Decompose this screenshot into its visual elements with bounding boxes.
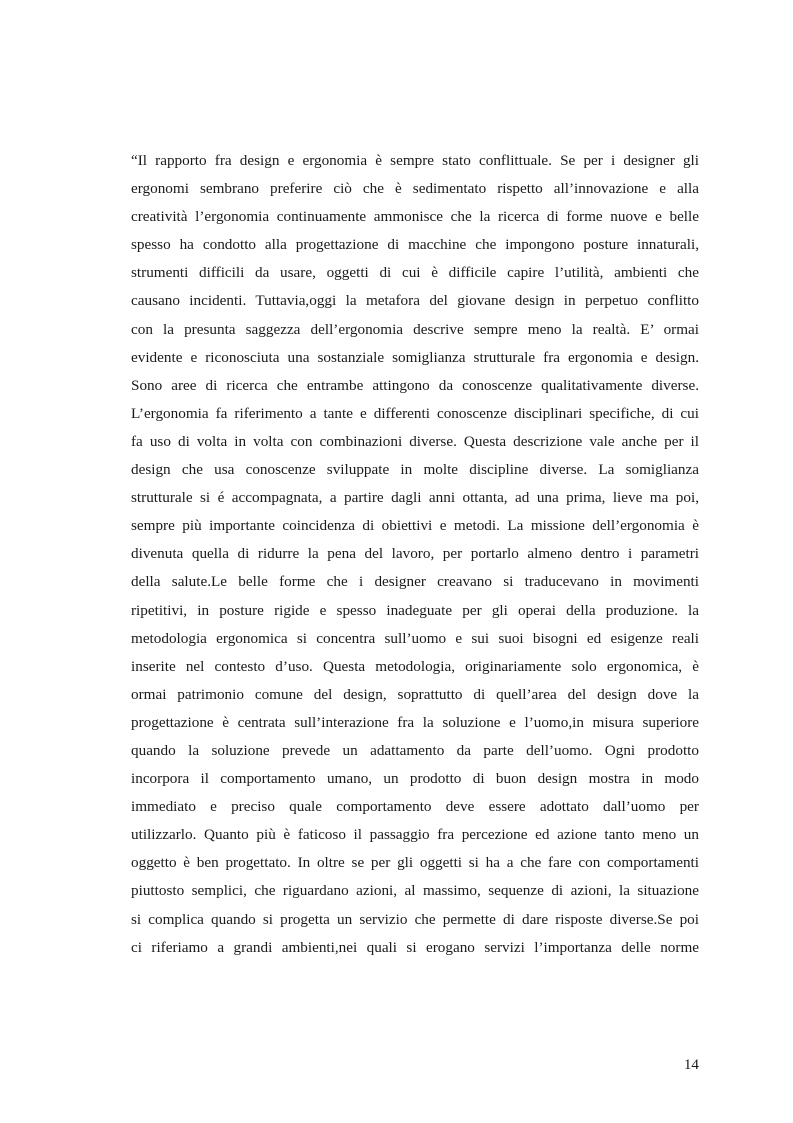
text-line: ci riferiamo a grandi ambienti,nei quali si erogano servizi l’importanza delle norme [131, 938, 699, 956]
text-line: evidente e riconosciuta una sostanziale somiglianza strutturale fra ergonomia e design. [131, 348, 699, 366]
text-line: ripetitivi, in posture rigide e spesso inadeguate per gli operai della produzione. la [131, 601, 699, 619]
text-line: “Il rapporto fra design e ergonomia è sempre stato conflittuale. Se per i designer gli [131, 152, 699, 169]
text-line: oggetto è ben progettato. In oltre se per gli oggetti si ha a che fare con comportamenti [131, 854, 699, 872]
text-line: spesso ha condotto alla progettazione di macchine che impongono posture innaturali, [131, 236, 699, 254]
text-line: utilizzarlo. Quanto più è faticoso il passaggio fra percezione ed azione tanto meno un [131, 826, 699, 844]
text-line: piuttosto semplici, che riguardano azioni, al massimo, sequenze di azioni, la situazione [131, 882, 699, 900]
text-line: L’ergonomia fa riferimento a tante e differenti conoscenze disciplinari specifiche, di cui [131, 404, 699, 422]
text-line: incorpora il comportamento umano, un prodotto di buon design mostra in modo [131, 770, 699, 788]
text-line: della salute.Le belle forme che i designer creavano si traducevano in movimenti [131, 573, 699, 591]
text-line: fa uso di volta in volta con combinazioni diverse. Questa descrizione vale anche per il [131, 432, 699, 450]
text-line: strumenti difficili da usare, oggetti di cui è difficile capire l’utilità, ambienti che [131, 264, 699, 282]
text-line: ormai patrimonio comune del design, soprattutto di quell’area del design dove la [131, 685, 699, 703]
text-line: metodologia ergonomica si concentra sull’uomo e sui suoi bisogni ed esigenze reali [131, 629, 699, 647]
page-number: 14 [683, 1056, 699, 1073]
text-line: immediato e preciso quale comportamento deve essere adottato dall’uomo per [131, 798, 699, 816]
text-line: strutturale si é accompagnata, a partire dagli anni ottanta, ad una prima, lieve ma poi, [131, 489, 699, 507]
text-line: progettazione è centrata sull’interazione fra la soluzione e l’uomo,in misura superiore [131, 713, 699, 731]
text-line: ergonomi sembrano preferire ciò che è sedimentato rispetto all’innovazione e alla [131, 180, 699, 198]
text-line: divenuta quella di ridurre la pena del lavoro, per portarlo almeno dentro i parametri [131, 545, 699, 563]
text-line: Sono aree di ricerca che entrambe attingono da conoscenze qualitativamente diverse. [131, 376, 699, 394]
text-line: con la presunta saggezza dell’ergonomia descrive sempre meno la realtà. E’ ormai [131, 320, 699, 338]
text-line: inserite nel contesto d’uso. Questa metodologia, originariamente solo ergonomica, è [131, 657, 699, 675]
text-line: design che usa conoscenze sviluppate in molte discipline diverse. La somiglianza [131, 461, 699, 479]
body-paragraph [131, 147, 699, 962]
text-line: causano incidenti. Tuttavia,oggi la metafora del giovane design in perpetuo conflitto [131, 292, 699, 310]
text-line: quando la soluzione prevede un adattamento da parte dell’uomo. Ogni prodotto [131, 741, 699, 759]
text-line: creatività l’ergonomia continuamente ammonisce che la ricerca di forme nuove e belle [131, 208, 699, 226]
text-line: si complica quando si progetta un servizio che permette di dare risposte diverse.Se poi [131, 910, 699, 928]
text-line: sempre più importante coincidenza di obiettivi e metodi. La missione dell’ergonomia è [131, 517, 699, 535]
